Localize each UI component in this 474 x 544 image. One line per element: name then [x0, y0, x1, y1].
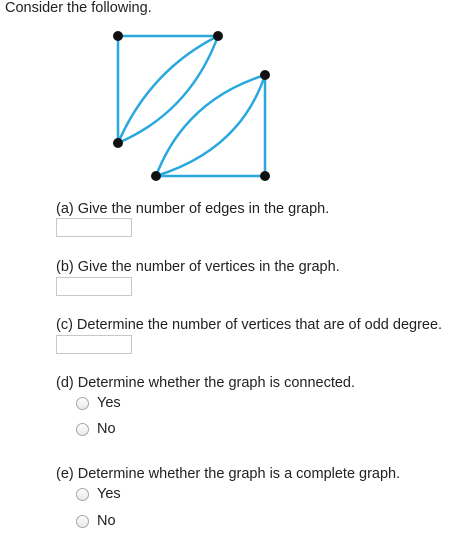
- question-c-label: (c) Determine the number of vertices that are of odd degree.: [56, 317, 443, 333]
- edge: [156, 75, 265, 176]
- graph-figure: [0, 0, 474, 200]
- edge: [156, 75, 265, 176]
- radio-button[interactable]: [76, 515, 89, 528]
- question-d-label: (d) Determine whether the graph is connected.: [56, 375, 356, 391]
- vertex: [260, 171, 270, 181]
- vertex: [260, 70, 270, 80]
- question-e-option-no[interactable]: [76, 513, 116, 529]
- radio-button[interactable]: [76, 423, 89, 436]
- vertex: [151, 171, 161, 181]
- edge: [118, 36, 218, 143]
- question-d-option-no[interactable]: [76, 421, 116, 437]
- vertex: [213, 31, 223, 41]
- option-label: Yes: [97, 486, 121, 502]
- radio-button[interactable]: [76, 397, 89, 410]
- question-a-label: (a) Give the number of edges in the graph.: [56, 201, 330, 217]
- question-b-label: (b) Give the number of vertices in the graph.: [56, 259, 340, 275]
- vertex: [113, 138, 123, 148]
- question-b-answer-field[interactable]: [56, 277, 132, 296]
- edge: [118, 36, 218, 143]
- question-a-answer-field[interactable]: [56, 218, 132, 237]
- option-label: Yes: [97, 395, 121, 411]
- option-label: No: [97, 513, 116, 529]
- question-d-option-yes[interactable]: [76, 395, 121, 411]
- intro-text: Consider the following.: [5, 0, 152, 16]
- option-label: No: [97, 421, 116, 437]
- radio-button[interactable]: [76, 488, 89, 501]
- vertex: [113, 31, 123, 41]
- question-e-option-yes[interactable]: [76, 486, 121, 502]
- question-e-label: (e) Determine whether the graph is a complete graph.: [56, 466, 401, 482]
- question-c-answer-field[interactable]: [56, 335, 132, 354]
